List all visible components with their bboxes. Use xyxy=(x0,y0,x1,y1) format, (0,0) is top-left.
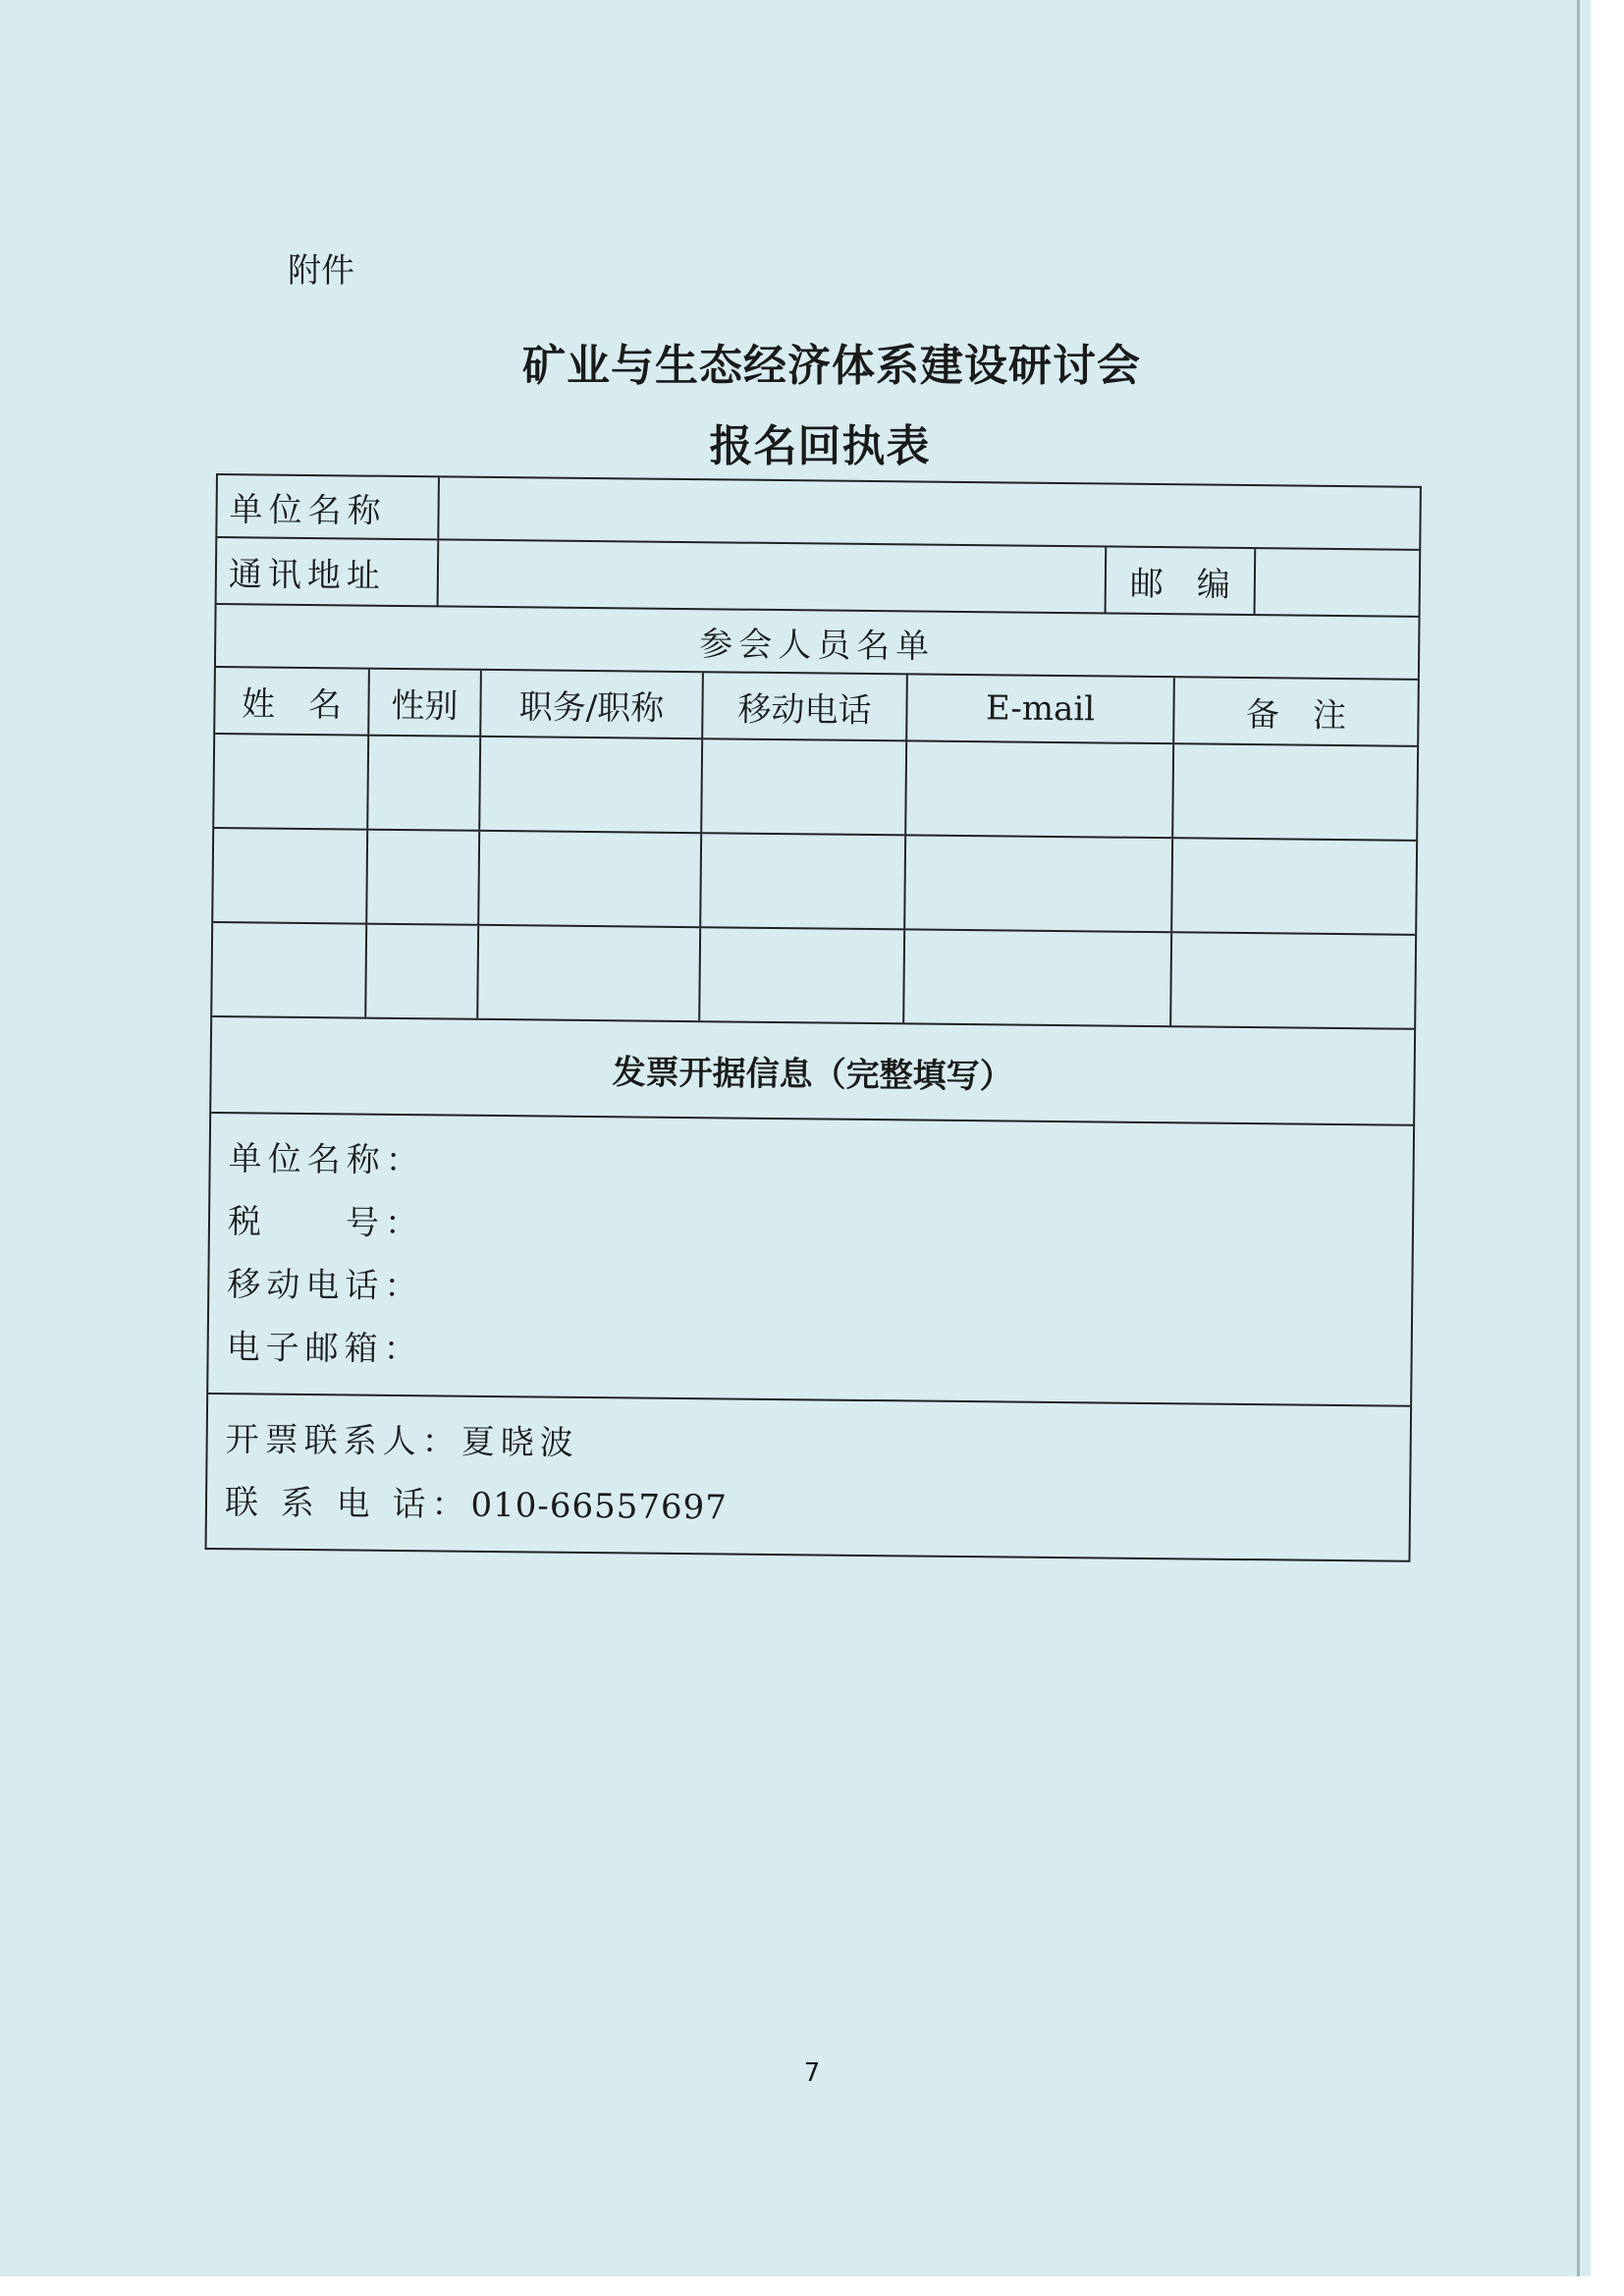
contact-person-value: 夏晓波 xyxy=(460,1422,579,1463)
col-email: E-mail xyxy=(907,675,1175,742)
col-name: 姓 名 xyxy=(215,668,370,735)
attendee-gender-cell[interactable] xyxy=(366,925,479,1018)
invoice-fields-block xyxy=(208,1114,1413,1407)
attendee-name-cell[interactable] xyxy=(214,735,369,829)
attendee-name-cell[interactable] xyxy=(212,923,367,1017)
attendee-remarks-cell[interactable] xyxy=(1173,744,1417,840)
postcode-label: 邮 编 xyxy=(1107,548,1257,615)
attendee-title-cell[interactable] xyxy=(480,738,703,832)
address-label: 通讯地址 xyxy=(217,538,440,605)
contact-phone-line xyxy=(225,1471,1392,1546)
attendee-remarks-cell[interactable] xyxy=(1172,839,1416,934)
attendees-column-header-row xyxy=(215,668,1418,747)
col-gender: 性别 xyxy=(369,670,482,736)
attendee-mobile-cell[interactable] xyxy=(700,928,905,1022)
attendee-title-cell[interactable] xyxy=(478,926,701,1020)
address-field[interactable] xyxy=(439,540,1108,612)
invoice-contact-block xyxy=(207,1394,1411,1560)
invoice-email-label: 电子邮箱： xyxy=(226,1328,423,1370)
col-remarks: 备 注 xyxy=(1245,694,1347,736)
attendee-gender-cell[interactable] xyxy=(368,737,481,830)
postcode-field[interactable] xyxy=(1256,549,1420,616)
invoice-header-row xyxy=(211,1017,1414,1126)
attendee-row xyxy=(212,923,1415,1030)
attendee-name-cell[interactable] xyxy=(213,829,368,923)
attendees-header: 参会人员名单 xyxy=(698,624,936,667)
invoice-contact xyxy=(207,1394,1411,1560)
attendee-title-cell[interactable] xyxy=(479,832,702,926)
contact-person-label: 开票联系人： xyxy=(225,1420,461,1462)
invoice-fields[interactable] xyxy=(208,1114,1413,1405)
unit-name-label: 单位名称 xyxy=(217,475,440,538)
invoice-mobile-label: 移动电话： xyxy=(227,1265,424,1307)
page-number: 7 xyxy=(803,2058,821,2088)
attendee-email-cell[interactable] xyxy=(904,930,1172,1025)
attendee-mobile-cell[interactable] xyxy=(702,739,907,834)
document-subtitle: 报名回执表 xyxy=(709,421,931,471)
attachment-label: 附件 xyxy=(288,251,354,291)
contact-phone-label: 联 系 电 话： xyxy=(224,1483,471,1525)
attendee-remarks-cell[interactable] xyxy=(1171,933,1415,1028)
invoice-tax-id-label: 税 号： xyxy=(227,1202,425,1244)
attendee-mobile-cell[interactable] xyxy=(701,834,906,928)
document-title: 矿业与生态经济体系建设研讨会 xyxy=(522,341,1141,391)
attendee-email-cell[interactable] xyxy=(906,741,1174,837)
invoice-header: 发票开据信息（完整填写） xyxy=(612,1052,1013,1097)
invoice-unit-name-label: 单位名称： xyxy=(228,1139,425,1181)
unit-name-field[interactable] xyxy=(439,477,1420,548)
registration-form xyxy=(205,473,1422,1562)
address-row xyxy=(217,538,1420,618)
attendee-row xyxy=(213,829,1416,936)
contact-phone-value: 010-66557697 xyxy=(470,1485,729,1528)
attendee-gender-cell[interactable] xyxy=(367,831,480,924)
col-title: 职务/职称 xyxy=(481,671,704,738)
attendee-row xyxy=(214,735,1417,842)
col-mobile: 移动电话 xyxy=(703,673,908,739)
attendee-email-cell[interactable] xyxy=(905,836,1173,931)
